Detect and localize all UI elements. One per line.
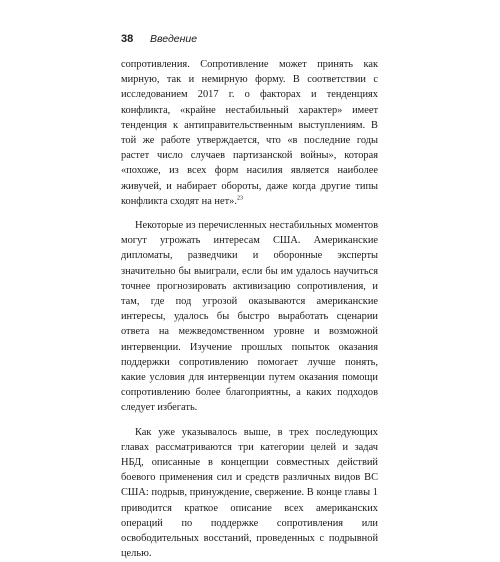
paragraph-1-text: сопротивления. Сопротивление может принять как мирную, так и немирную форму. В соответствии с исследованием 2017 г. о факторах и тенденциях конфликта, «крайне нестабильный характер» имеет тенденция к антиправительственным выступлениям. В той же работе утверждается, что «в последние годы растет число случаев партизанской войны», которая «похоже, из всех форм насилия является наиболее живучей, и набирает обороты, даже когда другие типы конфликта сходят на нет». (121, 59, 378, 207)
body-text (121, 57, 378, 562)
paragraph-1 (121, 57, 378, 209)
paragraph-3: Как уже указывалось выше, в трех последующих главах рассматриваются три категории целей и задач НБД, описанные в концепции совместных действий боевого применения сил и средств различных видов ВС США: подрыв, принуждение, свержение. В конце главы 1 приводится краткое описание всех американских операций по поддержке сопротивления или освободительных восстаний, проведенных с подрывной целью. (121, 426, 378, 560)
footnote-marker: 23 (236, 195, 243, 202)
paragraph-2: Некоторые из перечисленных нестабильных моментов могут угрожать интересам США. Американские дипломаты, разведчики и оборонные эксперты значительно бы выиграли, если бы им удалось научиться точнее прогнозировать активизацию сопротивления, и там, где под угрозой оказываются американские интересы, удалось бы быстро выработать сценарии ответа на межведомственном уровне и возможной интервенции. Изучение прошлых попыток оказания поддержки сопротивлению помогает лучше понять, какие условия для интервенции путем оказания помощи сопротивлению более благоприятны, а каких подходов следует избегать. (121, 220, 378, 414)
page-number: 38 (121, 33, 134, 45)
running-head: Введение (150, 33, 198, 45)
page-header (121, 33, 381, 49)
